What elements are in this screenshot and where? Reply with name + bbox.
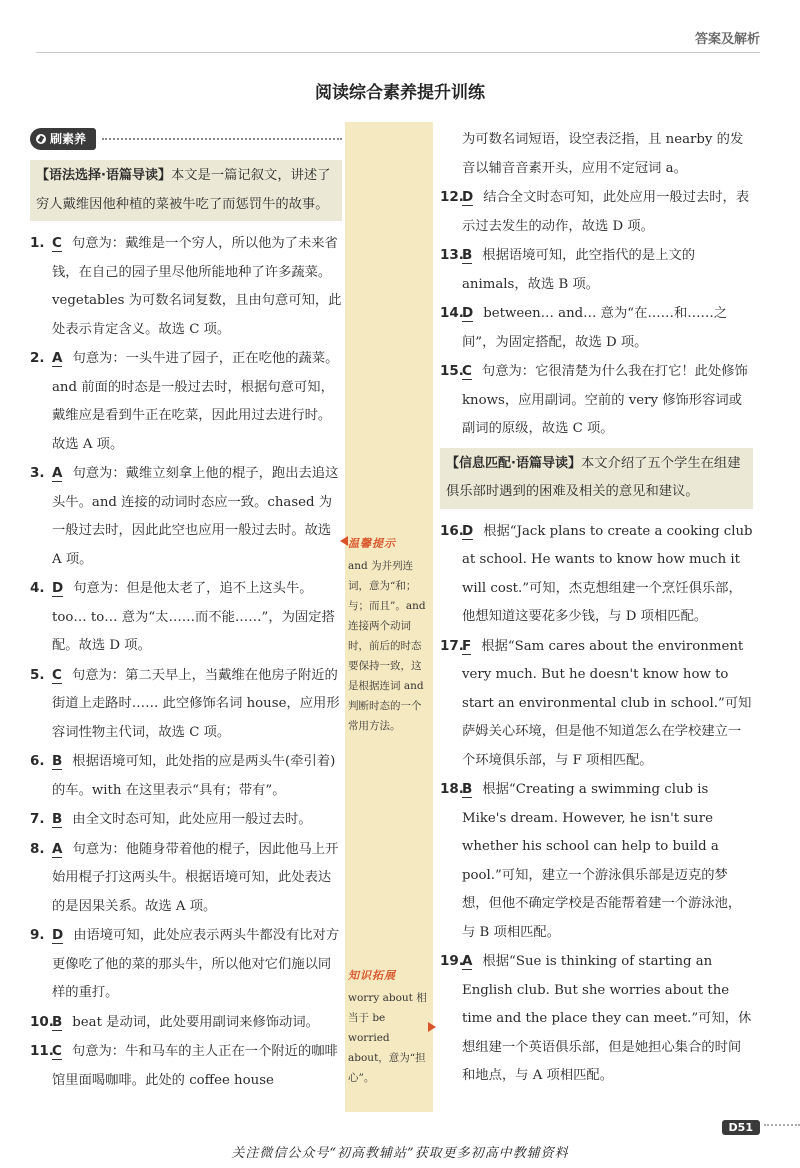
item-answer: A bbox=[52, 840, 63, 857]
item-number: 14. bbox=[440, 305, 464, 321]
item-explanation: 句意为：一头牛进了园子，正在吃他的蔬菜。and 前面的时态是一般过去时，根据句意可知，戴维应是看到牛正在吃菜，因此用过去进行时。故选 A 项。 bbox=[52, 351, 339, 452]
page-title: 阅读综合素养提升训练 bbox=[315, 83, 485, 103]
item-number: 13. bbox=[440, 247, 464, 263]
item-number: 12. bbox=[440, 189, 464, 205]
answer-item bbox=[440, 517, 753, 632]
answer-item bbox=[30, 344, 342, 459]
item-answer: C bbox=[462, 363, 472, 379]
item-number: 19. bbox=[440, 953, 464, 969]
item-answer: B bbox=[462, 247, 473, 263]
left-column bbox=[30, 126, 342, 1095]
item-explanation: 由全文时态可知，此处应用一般过去时。 bbox=[72, 812, 312, 827]
item-number: 18. bbox=[440, 781, 464, 797]
item-answer: B bbox=[52, 811, 63, 827]
side-note-extension bbox=[348, 966, 430, 1088]
item-explanation: 句意为：他随身带着他的棍子，因此他马上开始用棍子打这两头牛。根据语境可知，此处表达的是因果关系。故选 A 项。 bbox=[52, 841, 339, 914]
item-answer: D bbox=[462, 305, 474, 321]
note-text: and 为并列连词，意为“和；与；而且”。and 连接两个动词时，前后的时态要保持一致，这是根据连词 and 判断时态的一个常用方法。 bbox=[348, 560, 426, 732]
answer-item bbox=[30, 574, 342, 661]
guide-tag: 【语法选择·语篇导读】 bbox=[36, 168, 171, 183]
answer-item bbox=[30, 835, 342, 922]
answer-list-right bbox=[440, 183, 753, 444]
item-explanation: 根据语境可知，此处指的应是两头牛(牵引着)的车。with 在这里表示“具有；带有”。 bbox=[52, 754, 336, 798]
item-answer: D bbox=[462, 522, 474, 539]
item-number: 16. bbox=[440, 522, 464, 539]
answer-item bbox=[440, 632, 753, 776]
answer-item bbox=[30, 1008, 342, 1038]
item-answer: D bbox=[52, 927, 64, 943]
item-explanation: 根据“Sam cares about the environment very much. But he doesn't know how to start an environmental club in school.”可知萨姆关心环境，但是他不知道怎么在学校建立一个环境俱乐部，与 F 项相匹配。 bbox=[462, 638, 752, 768]
item-explanation: 由语境可知，此处应表示两头牛都没有比对方更像吃了他的菜的那头牛，所以他对它们施以同样的重打。 bbox=[52, 928, 340, 1000]
item-answer: A bbox=[52, 465, 63, 481]
answer-item bbox=[440, 183, 753, 241]
item-explanation: 根据“Sue is thinking of starting an English club. But she worries about the time and the place they can meet.”可知，休想组建一个英语俱乐部，但是她担心集合的时间和地点，与 A 项相匹配。 bbox=[462, 954, 752, 1083]
guide-tag: 【信息匹配·语篇导读】 bbox=[446, 455, 581, 471]
item-number: 15. bbox=[440, 363, 464, 379]
item-answer: C bbox=[52, 1043, 62, 1059]
item-explanation: 句意为：第二天早上，当戴维在他房子附近的街道上走路时…… 此空修饰名词 house，应用形容词性物主代词，故选 C 项。 bbox=[52, 667, 340, 740]
item-answer: C bbox=[52, 666, 62, 683]
answer-list-right-matching bbox=[440, 517, 753, 1091]
item-number: 10. bbox=[30, 1013, 54, 1030]
answer-item bbox=[30, 1037, 342, 1095]
item-answer: D bbox=[462, 189, 474, 205]
item-explanation: 句意为：戴维是一个穷人，所以他为了未来省钱，在自己的园子里尽他所能地种了许多蔬菜。vegetables 为可数名词复数，且由句意可知，此处表示肯定含义。故选 C 项。 bbox=[52, 236, 342, 337]
item-number: 4. bbox=[30, 580, 45, 596]
side-note-tip bbox=[348, 534, 430, 736]
banner-dotted-line bbox=[102, 138, 342, 140]
section-header-label: 答案及解析 bbox=[694, 32, 760, 47]
guide-box-grammar bbox=[30, 160, 342, 221]
item-number: 3. bbox=[30, 465, 45, 481]
section-badge-label: 刷素养 bbox=[50, 132, 87, 146]
item-number: 6. bbox=[30, 753, 45, 769]
item-number: 2. bbox=[30, 350, 45, 366]
corner-dotted-line bbox=[764, 1124, 800, 1126]
item-explanation: 句意为：牛和马车的主人正在一个附近的咖啡馆里面喝咖啡。此处的 coffee house bbox=[52, 1044, 338, 1088]
section-badge bbox=[30, 128, 96, 150]
answer-item bbox=[440, 299, 753, 357]
note-title: 温馨提示 bbox=[348, 537, 396, 550]
guide-text: 本文是一篇记叙文，讲述了穷人戴维因他种植的菜被牛吃了而惩罚牛的故事。 bbox=[36, 168, 331, 212]
item-answer: A bbox=[462, 953, 473, 969]
item-number: 17. bbox=[440, 637, 464, 654]
item-number: 5. bbox=[30, 666, 45, 683]
item-explanation: 句意为：但是他太老了，追不上这头牛。too… to… 意为“太……而不能……”，为固定搭配。故选 D 项。 bbox=[52, 581, 335, 653]
answer-item bbox=[30, 805, 342, 835]
item-answer: C bbox=[52, 235, 62, 251]
item-explanation: 结合全文时态可知，此处应用一般过去时，表示过去发生的动作，故选 D 项。 bbox=[462, 190, 750, 234]
item-explanation: 根据语境可知，此空指代的是上文的 animals，故选 B 项。 bbox=[462, 248, 696, 292]
item-number: 9. bbox=[30, 927, 45, 943]
note-title: 知识拓展 bbox=[348, 969, 396, 982]
item-answer: B bbox=[52, 753, 63, 769]
answer-item bbox=[30, 921, 342, 1008]
section-banner bbox=[30, 126, 342, 152]
continued-text: 为可数名词短语，设空表泛指，且 nearby 的发音以辅音音素开头，应用不定冠词 a。 bbox=[462, 132, 744, 176]
answer-item bbox=[30, 747, 342, 805]
guide-text: 本文介绍了五个学生在组建俱乐部时遇到的困难及相关的意见和建议。 bbox=[446, 455, 741, 499]
item-explanation: 根据“Jack plans to create a cooking club at school. He wants to know how much it will cost.”可知，杰克想组建一个烹饪俱乐部，他想知道这要花多少钱，与 D 项相匹配。 bbox=[462, 523, 753, 624]
note-text: worry about 相当于 be worried about，意为“担心”。 bbox=[348, 992, 427, 1084]
item-answer: A bbox=[52, 350, 63, 366]
footer-notice: 关注微信公众号“初高教辅站”获取更多初高中教辅资料 bbox=[231, 1146, 569, 1161]
answer-item bbox=[30, 459, 342, 574]
answer-item bbox=[30, 229, 342, 344]
item-number: 7. bbox=[30, 811, 45, 827]
item-number: 1. bbox=[30, 235, 45, 251]
item-explanation: 句意为：戴维立刻拿上他的棍子，跑出去追这头牛。and 连接的动词时态应一致。chased 为一般过去时，因此此空也应用一般过去时。故选 A 项。 bbox=[52, 466, 339, 567]
answer-list-left bbox=[30, 229, 342, 1095]
answer-item bbox=[440, 947, 753, 1091]
item-explanation: beat 是动词，此处要用副词来修饰动词。 bbox=[72, 1014, 319, 1030]
header-divider bbox=[36, 52, 760, 53]
item-number: 8. bbox=[30, 840, 45, 857]
item-answer: F bbox=[462, 637, 472, 654]
pencil-icon bbox=[36, 134, 46, 144]
answer-item bbox=[30, 661, 342, 748]
item-explanation: 根据“Creating a swimming club is Mike's dream. However, he isn't sure whether his school can help to build a pool.”可知，建立一个游泳俱乐部是迈克的梦想，但他不确定学校是否能帮着建一个游泳池，与 B 项相匹配。 bbox=[462, 782, 742, 940]
item-answer: B bbox=[462, 781, 473, 797]
item-explanation: between… and… 意为“在……和……之间”，为固定搭配，故选 D 项。 bbox=[462, 306, 728, 350]
guide-box-matching bbox=[440, 448, 753, 509]
answer-item bbox=[440, 241, 753, 299]
note-arrow-icon bbox=[340, 536, 348, 546]
right-column bbox=[440, 126, 753, 1091]
item-number: 11. bbox=[30, 1043, 54, 1059]
item-answer: B bbox=[52, 1013, 63, 1030]
answer-item bbox=[440, 357, 753, 444]
page-number-badge: D51 bbox=[722, 1120, 760, 1135]
item-answer: D bbox=[52, 580, 64, 596]
item-explanation: 句意为：它很清楚为什么我在打它！此处修饰 knows，应用副词。空前的 very 修饰形容词或副词的原级，故选 C 项。 bbox=[462, 364, 748, 436]
answer-item bbox=[440, 775, 753, 947]
